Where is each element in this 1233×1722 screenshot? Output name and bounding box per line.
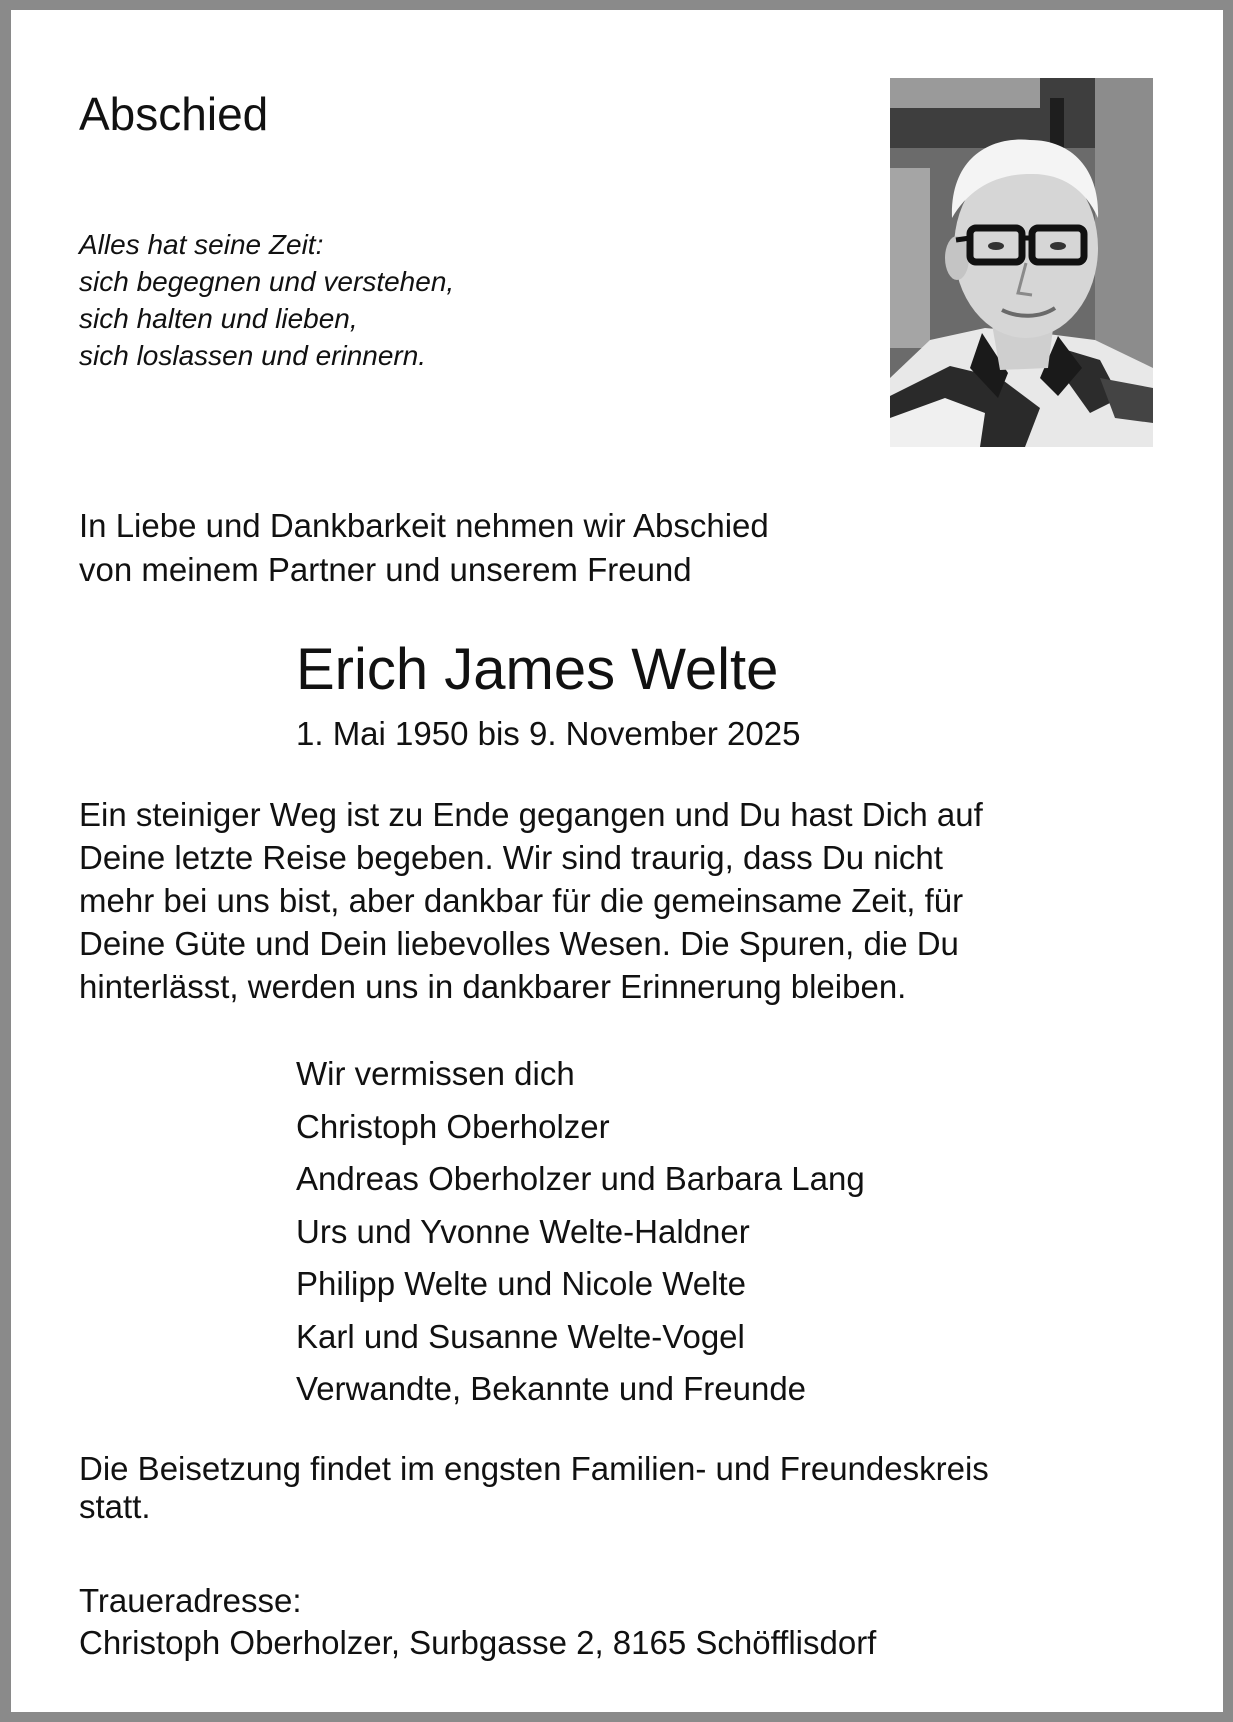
mourner-name: Karl und Susanne Welte-Vogel	[296, 1317, 745, 1355]
funeral-line: Die Beisetzung findet im engsten Familien- und Freundeskreis	[79, 1450, 989, 1487]
intro-text	[79, 504, 769, 592]
life-dates: 1. Mai 1950 bis 9. November 2025	[296, 715, 801, 752]
mourners-line: Wir vermissen dich	[296, 1055, 575, 1092]
mourners-list	[296, 1048, 865, 1416]
message-line: Deine Güte und Dein liebevolles Wesen. Die Spuren, die Du	[79, 925, 959, 962]
mourner-name: Philipp Welte und Nicole Welte	[296, 1265, 747, 1302]
message-line: mehr bei uns bist, aber dankbar für die gemeinsame Zeit, für	[79, 882, 964, 919]
address-value: Christoph Oberholzer, Surbgasse 2, 8165 Schöfflisdorf	[79, 1624, 877, 1661]
intro-line: von meinem Partner und unserem Freund	[79, 551, 692, 588]
message-line: hinterlässt, werden uns in dankbarer Erinnerung bleiben.	[79, 968, 907, 1005]
funeral-notice	[79, 1450, 989, 1526]
mourner-name: Verwandte, Bekannte und Freunde	[296, 1370, 807, 1407]
poem	[79, 226, 454, 374]
message-paragraph	[79, 793, 983, 1008]
mourning-address	[79, 1580, 876, 1664]
poem-line: sich loslassen und erinnern.	[79, 340, 427, 371]
message-line: Ein steiniger Weg ist zu Ende gegangen und Du hast Dich auf	[79, 796, 983, 833]
address-label: Traueradresse:	[79, 1582, 302, 1619]
mourner-name: Urs und Yvonne Welte-Haldner	[296, 1212, 750, 1250]
obituary-card	[11, 10, 1223, 1712]
message-line: Deine letzte Reise begeben. Wir sind traurig, dass Du nicht	[79, 839, 943, 876]
funeral-line: statt.	[79, 1488, 151, 1525]
mourner-name: Christoph Oberholzer	[296, 1107, 610, 1145]
poem-line: sich halten und lieben,	[79, 303, 358, 334]
poem-line: Alles hat seine Zeit:	[79, 229, 324, 260]
portrait-photo	[890, 78, 1153, 447]
intro-line: In Liebe und Dankbarkeit nehmen wir Abschied	[79, 507, 769, 544]
mourner-name: Andreas Oberholzer und Barbara Lang	[296, 1160, 865, 1197]
heading: Abschied	[79, 88, 269, 140]
poem-line: sich begegnen und verstehen,	[79, 266, 455, 297]
deceased-name: Erich James Welte	[296, 637, 779, 702]
